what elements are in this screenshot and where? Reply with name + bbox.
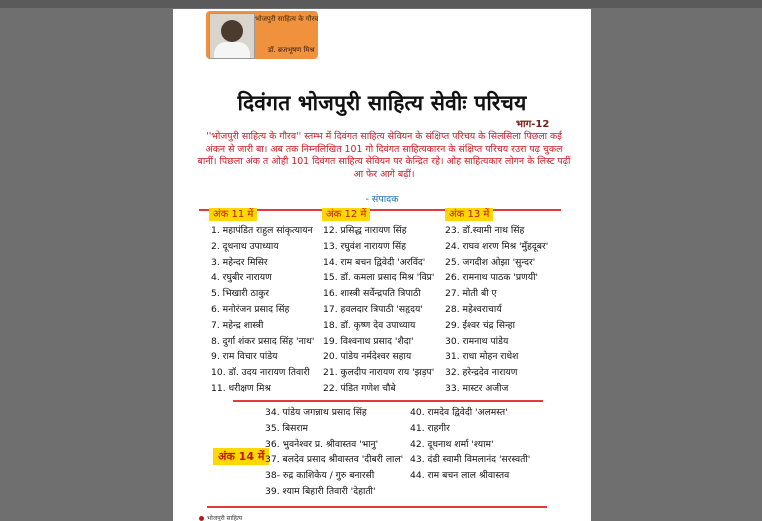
portrait-body [214,42,250,58]
list-item: 38- रुद्र काशिकेय / गुरु बनारसी [265,470,375,482]
issue-14-list-right [410,405,530,484]
list-item: 35. बिसराम [265,422,308,434]
list-item: 43. दंडी स्वामी विमलानंद 'सरस्वती' [410,454,531,466]
portrait-face [221,20,243,42]
intro-paragraph: ''भोजपुरी साहित्य के गौरव'' स्तम्भ में दिवंगत साहित्य सेवियन के संक्षिप्त परिचय के सिलसिला पिछला कई अंकन से जारी बा। अब तक निम्नलिखित 101 गो दिवंगत साहित्यकारन के संक्षिप्त परिचय रउरा पढ़ चुकल बानीं। पिछला अंक त ओही 101 दिवंगत साहित्य सेवियन पर केन्द्रित रहे। ओह साहित्यकार लोगन के लिस्ट पढ़ीं आ फेर आगे बढ़ीं। [197,131,571,180]
list-item: 13. रघुवंश नारायण सिंह [323,240,406,252]
list-item: 11. धरीक्षण मिश्र [211,382,271,394]
list-item: 26. रामनाथ पाठक 'प्रणयी' [445,272,538,284]
part-number: भाग-12 [516,119,550,130]
list-item: 8. दुर्गा शंकर प्रसाद सिंह 'नाथ' [211,335,315,347]
list-item: 34. पांडेय जगन्नाथ प्रसाद सिंह [265,407,367,418]
list-item: 9. राम विचार पांडेय [211,351,278,363]
issue-13-list [445,223,548,397]
list-item: 33. मास्टर अजीज [445,382,509,394]
page-footer [199,514,242,521]
list-item: 31. राधा मोहन राधेश [445,351,519,363]
list-item: 2. दूधनाथ उपाध्याय [211,240,279,252]
viewer-toolbar [0,0,762,8]
list-item: 6. मनोरंजन प्रसाद सिंह [211,303,290,315]
list-item: 40. रामदेव द्विवेदी 'अलमस्त' [410,407,508,418]
list-item: 3. महेन्दर मिसिर [211,256,268,268]
list-item: 29. ईश्वर चंद्र सिन्हा [445,319,515,331]
list-item: 41. राहगीर [410,422,450,434]
divider-line [207,506,547,508]
list-item: 12. प्रसिद्ध नारायण सिंह [323,225,407,236]
divider-line [233,400,543,402]
list-item: 22. पंडित गणेश चौबे [323,382,396,394]
editor-signature: - संपादक [365,194,399,205]
author-name: डॉ. ब्रजभूषण मिश्र [268,46,315,54]
list-item: 16. शास्त्री सर्वेन्द्रपति त्रिपाठी [323,288,421,300]
issue-12-label: अंक 12 में [322,208,370,221]
list-item: 42. दूधनाथ शर्मा 'श्याम' [410,438,494,450]
list-item: 39. श्याम बिहारी तिवारी 'देहाती' [265,485,376,497]
issue-11-label: अंक 11 में [209,208,257,221]
article-title: दिवंगत भोजपुरी साहित्य सेवीः परिचय [237,91,527,115]
bookmark-icon[interactable] [11,0,17,8]
list-item: 1. महापंडित राहुल सांकृत्यायन [211,225,313,236]
list-item: 18. डॉ. कृष्ण देव उपाध्याय [323,319,416,331]
list-item: 25. जगदीश ओझा 'सुन्दर' [445,256,536,268]
issue-14-list-left [265,405,403,500]
list-item: 7. महेन्द्र शास्त्री [211,319,264,331]
list-item: 10. डॉ. उदय नारायण तिवारी [211,367,310,379]
list-item: 5. भिखारी ठाकुर [211,288,270,300]
list-item: 21. कुलदीप नारायण राय 'झड़प' [323,367,435,379]
issue-13-label: अंक 13 में [445,208,493,221]
list-item: 20. पांडेय नर्मदेश्वर सहाय [323,351,412,363]
list-item: 30. रामनाथ पांडेय [445,335,509,347]
list-item: 17. हवलदार त्रिपाठी 'सहृदय' [323,303,423,315]
list-item: 4. रघुबीर नारायण [211,272,272,284]
list-item: 23. डॉ.स्वामी नाथ सिंह [445,225,525,236]
footer-text: भोजपुरी साहित्य [207,515,243,521]
list-item: 28. महेश्वराचार्य [445,303,502,315]
issue-12-list [323,223,434,397]
list-item: 24. राघव शरण मिश्र 'मुँहदूबर' [445,240,549,252]
series-title: भोजपुरी साहित्य के गौरव [255,15,319,23]
list-item: 14. राम बचन द्विवेदी 'अरविंद' [323,256,426,268]
footer-logo-icon [199,516,204,521]
document-page [173,9,591,521]
list-item: 32. हरेन्द्रदेव नारायण [445,367,518,379]
list-item: 15. डॉ. कमला प्रसाद मिश्र 'विप्र' [323,272,435,284]
list-item: 44. राम बचन लाल श्रीवास्तव [410,470,510,482]
issue-11-list [211,223,314,397]
list-item: 27. मोती बी ए [445,288,497,300]
list-item: 19. विश्वनाथ प्रसाद 'शैदा' [323,335,414,347]
list-item: 36. भुवनेश्वर प्र. श्रीवास्तव 'भानु' [265,438,379,450]
author-photo [209,13,255,59]
list-item: 37. बलदेव प्रसाद श्रीवास्तव 'दीबरी लाल' [265,454,404,466]
issue-14-label: अंक 14 में [213,448,269,465]
